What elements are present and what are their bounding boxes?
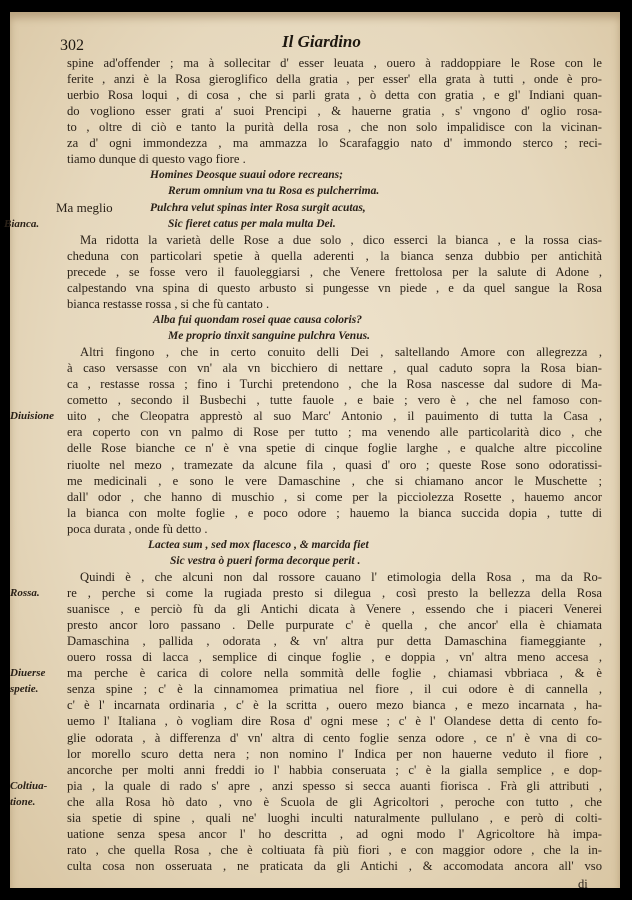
- text-line: Altri fingono , che in certo conuito delli Dei , saltellando Amore con allegrezza ,: [80, 345, 602, 360]
- text-line: do vogliono esser grati a' suoi Prencipi , & hauerne gratia , s' vngono d' oglio rosa-: [67, 104, 602, 119]
- text-line: poca durata , onde fù detto .: [67, 521, 208, 536]
- text-line: la bianca con molte foglie , e poco odore ; hauemo la bianca succida dopia , tutte di: [67, 505, 602, 520]
- text-line: riuolte nel mezo , tramezate da alcune fila , quasi d' oro ; queste Rose sono odoratissi-: [67, 457, 602, 472]
- text-line: re , perche si come la rugiada presto si dilegua , così presto la bellezza della Rosa: [67, 585, 602, 600]
- text-line: suanisce , e perciò fù da gli Antichi dicata à Venere , essendo che i piaceri Venerei: [67, 602, 602, 617]
- text-line: culta cosa non osseruata , ne praticata da gli Antichi , & accomodata ancora all' vso: [67, 859, 602, 873]
- text-line: presto ancor loro passano . Delle purpurate c' è quella , che ancor' ella è chiamata: [67, 618, 602, 633]
- catchword: di: [578, 877, 588, 891]
- text-line: uerbio Rosa loqui , di cosa , che si parli grata , ò detta con gratia , e gl' Indiani quan-: [67, 88, 602, 103]
- text-line: to , oltre di ciò e tanto la purità della rosa , che non solo impalidisce con la vicinan-: [67, 120, 602, 135]
- verse-line: Lactea sum , sed mox flacesco , & marcida fiet: [148, 538, 369, 551]
- margin-note: spetie.: [10, 683, 39, 696]
- text-line: ca , restasse rossa ; fino i Turchi pretendono , che la Rosa nascesse dal sudore di Ma-: [67, 377, 602, 392]
- verse-line: Rerum omnium vna tu Rosa es pulcherrima.: [168, 185, 380, 198]
- margin-note: Diuerse: [10, 667, 46, 680]
- margin-note: Coltiua-: [10, 779, 48, 792]
- text-line: cometto , secondo il Busbechi , tutte fauole , e baie ; vero è , che nel famoso con-: [67, 393, 602, 408]
- text-line: precede , se fosse vero il fauoleggiarsi , che Venere frettolosa per la salute di Adone ,: [67, 264, 602, 279]
- verse-line: Homines Deosque suaui odore recreans;: [150, 169, 343, 182]
- page-number: 302: [60, 37, 84, 54]
- text-line: za d' ogni immondezza , ma ammazza lo Scarafaggio nato d' immondo sterco ; reci-: [67, 136, 602, 151]
- text-line: Damaschina , pallida , odorata , & vn' altra pur detta Damaschina fiameggiante ,: [67, 634, 602, 649]
- text-line: ancorche per molti anni freddi io l' habbia conseruata ; c' è la gialla semplice , e dop-: [67, 762, 602, 777]
- text-line: Ma ridotta la varietà delle Rose a due solo , dico esserci la bianca , e la rossa cias-: [80, 232, 602, 247]
- text-line: dall' odor , che hanno di muschio , si come per la picciolezza Rosette , hauemo ancor: [67, 489, 602, 504]
- text-line: spine ad'offender ; ma à sollecitar d' esser leuata , ouero à raddoppiare le Rose con le: [67, 56, 602, 70]
- margin-note: Bianca.: [4, 217, 40, 230]
- text-line: cheduna con particolari spetie à quella aderenti , la bianca senza dubbio per antichità: [67, 248, 602, 263]
- text-line: ma perche è carica di colore nella sommità delle foglie , chiamasi vbbriaca , & è: [67, 666, 602, 681]
- verse-line: Sic vestra ò pueri forma decorque perit .: [170, 554, 361, 567]
- book-page: [4, 12, 620, 891]
- text-line: era coperto con vn palmo di Rose per tutto ; ma venendo alle particolarità dico , che: [67, 425, 602, 440]
- text-line: senza spine ; c' è la cinnamomea primatiua nel fiore , il cui odore è di cannella ,: [67, 682, 602, 697]
- ma-meglio-text: Ma meglio: [56, 199, 113, 215]
- text-line: c' è l' incarnata ordinaria , c' è la scritta , ouero mezo bianca , e mezo incarnata , ha-: [67, 698, 602, 713]
- text-line: che alla Rosa hò dato , vno è Scuola de gli Agricoltori , peroche con tutto , che: [67, 794, 602, 809]
- text-line: glie odorata , à differenza d' vn' altra di cento foglie senza odore , ce n' è vna di co-: [67, 730, 602, 745]
- text-line: ouero rossa di lacca , semplice di cinque foglie , e doppia , vn' altra meno accesa ,: [67, 650, 602, 665]
- text-line: sia spetie di spine , quali ne' luoghi inculti naturalmente pullulano , e però di colti-: [67, 810, 602, 825]
- text-line: delle Rose bianche ce n' è vna spetie di cinque foglie larghe , e qualche altre piccoline: [67, 441, 602, 456]
- margin-note: Rossa.: [10, 586, 40, 599]
- margin-note: tione.: [10, 795, 36, 808]
- text-line: calpestando vna spina di questo arbusto si pungesse vn piede , e da quel sangue la Rosa: [67, 280, 602, 295]
- text-line: ferite , anzi è la Rosa gieroglifico della gratia , per esser' ella grata à tutti , onde è pro-: [67, 72, 602, 87]
- verse-line: Me proprio tinxit sanguine pulchra Venus.: [168, 330, 370, 343]
- text-line: lor morello scuro detta nera ; non nomino l' Indica per non hauerne veduto il fiore ,: [67, 746, 602, 761]
- verse-line: Pulchra velut spinas inter Rosa surgit acutas,: [150, 201, 366, 214]
- verse-line: Alba fui quondam rosei quae causa coloris?: [153, 313, 362, 326]
- text-line: à caso versasse con vn' ala vn bicchiero di nettare , qual caduto sopra la Rosa bian-: [67, 361, 602, 376]
- text-line: uemo l' Italiana , ò vogliam dire Rosa d' ogni mese ; c' è l' Olandese detta di cento fo-: [67, 714, 602, 729]
- text-line: uito , che Cleopatra apprestò al suo Marc' Antonio , il pauimento di tutta la Casa ,: [67, 409, 602, 424]
- text-line: rato , che quella Rosa , che è coltiuata fà più fiori , e con maggior odore , che la in-: [67, 842, 602, 857]
- text-line: pia , la quale di rado s' apre , anzi spesso si secca auanti fiorisca . Frà gli attributi ,: [67, 778, 602, 793]
- text-line: uatione senza spesa ancor l' ho descritta , ad ogni modo l' Agricoltore hà impa-: [67, 826, 602, 841]
- margin-note: Diuisione: [10, 410, 55, 423]
- text-line: bianca restasse rossa , si che fù cantato .: [67, 296, 270, 311]
- text-line: tiamo dunque di questo vago fiore .: [67, 152, 246, 167]
- text-line: me medicinali , e sono le vere Damaschine , che si chiamano ancor le Muschette ;: [67, 473, 602, 488]
- verse-line: Sic fieret catus per mala multa Dei.: [168, 217, 336, 230]
- running-title: Il Giardino: [282, 32, 361, 51]
- text-line: Quindi è , che alcuni non dal rossore cauano l' etimologia della Rosa , ma da Ro-: [80, 569, 602, 584]
